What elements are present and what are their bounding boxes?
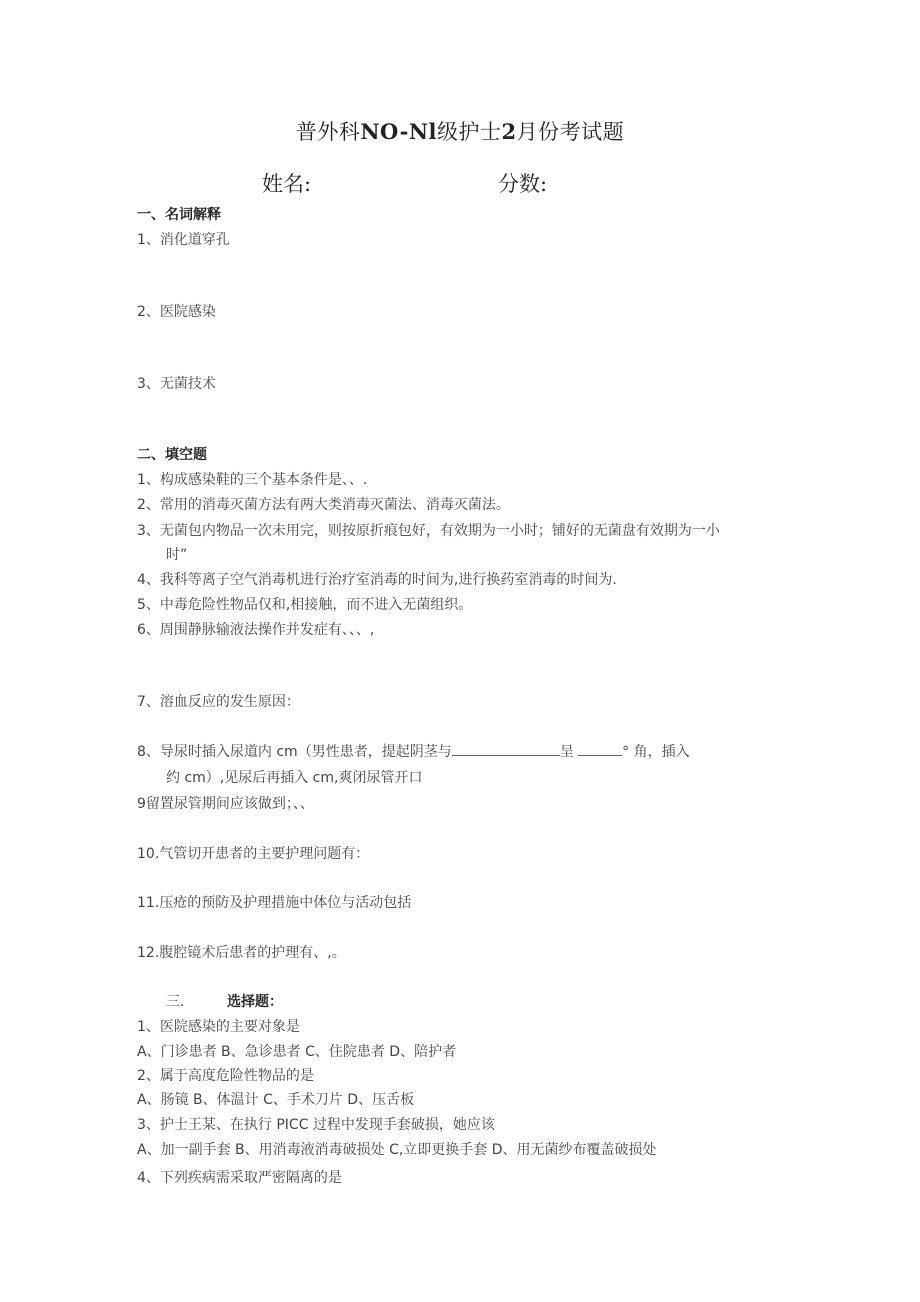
q8-blank-degree (578, 743, 622, 756)
choice-question-2: 2、属于高度危险性物品的是 (137, 1068, 314, 1084)
fill-question-9: 9留置尿管期间应该做到；、、 (137, 796, 314, 812)
choice-question-3: 3、护士王某、在执行 PICC 过程中发现手套破损，她应该 (137, 1117, 495, 1133)
section1-heading: 一、名词解释 (137, 207, 221, 223)
fill-question-10: 10.气管切开患者的主要护理问题有： (137, 846, 370, 862)
q8-text-c: ° 角，插入 (622, 744, 690, 760)
fill-question-6: 6、周围静脉输液法操作并发症有、、、, (137, 622, 375, 638)
fill-question-8-line2: 约 cm）,见尿后再插入 cm,爽闭尿管开口 (166, 770, 423, 786)
title-code: NO-Nl (360, 119, 438, 144)
fill-question-3-line1: 3、无菌包内物品一次未用完，则按原折痕包好，有效期为一小时；铺好的无菌盘有效期为一小 (137, 523, 720, 539)
score-label: 分数: (498, 172, 548, 196)
fill-question-4: 4、我科等离子空气消毒机进行治疗室消毒的时间为,进行换药室消毒的时间为. (137, 572, 617, 588)
q8-text-a: 8、导尿时插入尿道内 cm（男性患者，提起阴茎与 (137, 744, 452, 760)
name-label: 姓名: (262, 172, 312, 196)
fill-question-2: 2、常用的消毒灭菌方法有两大类消毒灭菌法、消毒灭菌法。 (137, 497, 510, 513)
section1-item-2: 2、医院感染 (137, 304, 216, 320)
section3-number: 三. (166, 994, 185, 1010)
section2-heading: 二、填空题 (137, 447, 207, 463)
choice-question-1-options: A、门诊患者 B、急诊患者 C、住院患者 D、陪护者 (137, 1044, 457, 1060)
fill-question-5: 5、中毒危险性物品仅和,相接触，而不进入无菌组织。 (137, 597, 473, 613)
choice-question-3-options: A、加一副手套 B、用消毒液消毒破损处 C,立即更换手套 D、用无菌纱布覆盖破损处 (137, 1142, 657, 1158)
title-suffix: 月份考试题 (516, 120, 625, 144)
title-prefix: 普外科 (295, 120, 361, 144)
section1-item-1: 1、消化道穿孔 (137, 232, 230, 248)
fill-question-1: 1、构成感染鞋的三个基本条件是、、. (137, 472, 368, 488)
fill-question-3-line2: 时” (166, 547, 188, 563)
exam-title (0, 116, 920, 146)
fill-question-11: 11.压疮的预防及护理措施中体位与活动包括 (137, 895, 412, 911)
q8-text-b: 呈 (559, 744, 574, 760)
choice-question-2-options: A、肠镜 B、体温计 C、手术刀片 D、压舌板 (137, 1092, 415, 1108)
choice-question-4: 4、下列疾病需采取严密隔离的是 (137, 1170, 342, 1186)
title-month: 2 (501, 119, 517, 144)
fill-question-8-line1 (137, 743, 690, 761)
section3-heading: 选择题： (227, 994, 283, 1010)
fill-question-7: 7、溶血反应的发生原因： (137, 694, 300, 710)
choice-question-1: 1、医院感染的主要对象是 (137, 1019, 300, 1035)
title-middle: 级护士 (437, 120, 502, 144)
section1-item-3: 3、无菌技术 (137, 376, 216, 392)
fill-question-12: 12.腹腔镜术后患者的护理有、,。 (137, 945, 346, 961)
q8-blank-angle-ref (452, 743, 560, 756)
